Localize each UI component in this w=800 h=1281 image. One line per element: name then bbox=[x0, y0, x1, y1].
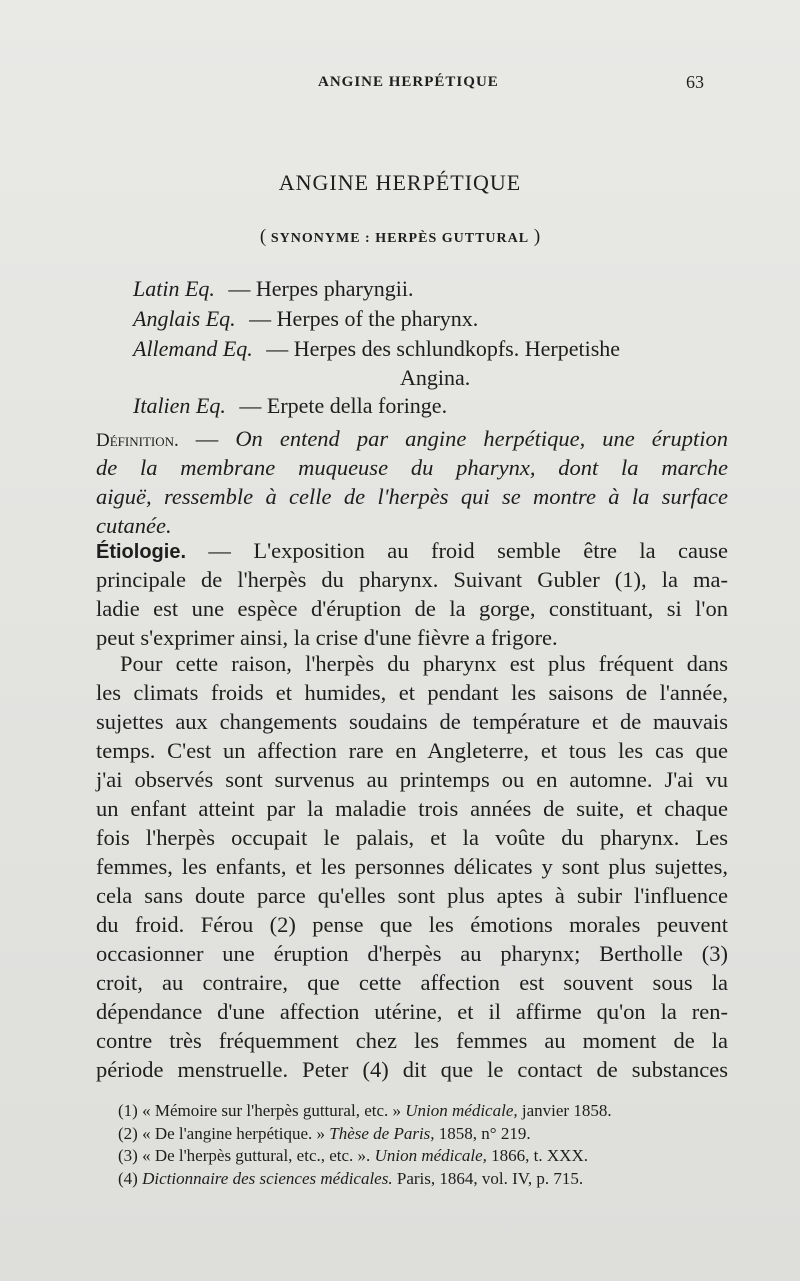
footnote-source: Thèse de Paris, bbox=[329, 1123, 435, 1143]
body-line: les climats froids et humides, et pendant les saisons de l'année, bbox=[96, 680, 728, 705]
footnote-number: (4) bbox=[118, 1168, 138, 1188]
footnote-number: (1) bbox=[118, 1101, 138, 1120]
etiology-line bbox=[96, 536, 728, 565]
equivalent-german bbox=[133, 336, 620, 362]
equivalent-latin bbox=[133, 276, 414, 302]
body-line: croit, au contraire, que cette affection est souvent sous la bbox=[96, 970, 728, 995]
body-paragraph bbox=[96, 649, 728, 1084]
body-line: Pour cette raison, l'herpès du pharynx est plus fréquent dans bbox=[120, 651, 728, 676]
etiology-line: peut s'exprimer ainsi, la crise d'une fièvre a frigore. bbox=[96, 625, 558, 650]
body-line: j'ai observés sont survenus au printemps ou en automne. J'ai vu bbox=[96, 767, 728, 792]
etiology-paragraph bbox=[96, 536, 728, 652]
footnote-number: (3) bbox=[118, 1146, 138, 1165]
page-number: 63 bbox=[686, 72, 704, 92]
footnote-source: Dictionnaire des sciences médicales. bbox=[142, 1168, 393, 1188]
equivalent-text: — Herpes pharyngii. bbox=[228, 276, 414, 301]
equivalent-lang: Anglais Eq. bbox=[133, 306, 236, 331]
body-line: contre très fréquemment chez les femmes au moment de la bbox=[96, 1028, 728, 1053]
definition-line: aiguë, ressemble à celle de l'herpès qui se montre à la surface bbox=[96, 484, 728, 509]
footnote-4 bbox=[118, 1168, 612, 1191]
footnote-number: (2) bbox=[118, 1123, 138, 1143]
equivalent-text: — Herpes des schlundkopfs. Herpetishe bbox=[266, 336, 621, 361]
etiology-text: — L'exposition au froid semble être la cause bbox=[186, 538, 728, 563]
synonym-line bbox=[0, 226, 800, 248]
body-line: fois l'herpès occupait le palais, et la voûte du pharynx. Les bbox=[96, 825, 728, 850]
equivalent-text: — Erpete della foringe. bbox=[239, 393, 448, 418]
definition-dash: — bbox=[178, 426, 236, 451]
definition-line: cutanée. bbox=[96, 513, 172, 538]
equivalent-text: — Herpes of the pharynx. bbox=[249, 306, 479, 331]
body-line: sujettes aux changements soudains de température et de mauvais bbox=[96, 709, 728, 734]
running-title: ANGINE HERPÉTIQUE bbox=[318, 74, 499, 90]
footnotes bbox=[118, 1100, 612, 1190]
footnote-3 bbox=[118, 1145, 612, 1168]
etiology-line: principale de l'herpès du pharynx. Suivant Gubler (1), la ma- bbox=[96, 567, 728, 592]
footnote-text: « Mémoire sur l'herpès guttural, etc. » bbox=[142, 1101, 402, 1120]
etiology-label: Étiologie. bbox=[96, 541, 186, 563]
body-line: du froid. Férou (2) pense que les émotions morales peuvent bbox=[96, 912, 728, 937]
synonym-close-paren: ) bbox=[533, 226, 541, 247]
body-line: période menstruelle. Peter (4) dit que le contact de substances bbox=[96, 1057, 728, 1082]
footnote-text: « De l'angine herpétique. » bbox=[142, 1123, 325, 1143]
footnote-source: Union médicale, bbox=[405, 1101, 518, 1120]
synonym-label: SYNONYME : HERPÈS GUTTURAL bbox=[270, 231, 530, 246]
footnote-rest: 1866, t. XXX. bbox=[491, 1146, 588, 1165]
equivalent-lang: Allemand Eq. bbox=[133, 336, 253, 361]
body-line: cela sans doute parce qu'elles sont plus aptes à subir l'influence bbox=[96, 883, 728, 908]
footnote-text: « De l'herpès guttural, etc., etc. ». bbox=[142, 1146, 371, 1165]
footnote-rest: Paris, 1864, vol. IV, p. 715. bbox=[396, 1168, 584, 1188]
body-line: temps. C'est un affection rare en Angleterre, et tous les cas que bbox=[96, 738, 728, 763]
equivalent-lang: Italien Eq. bbox=[133, 393, 226, 418]
definition-line bbox=[96, 424, 728, 453]
equivalent-lang: Latin Eq. bbox=[133, 276, 215, 301]
synonym-open-paren: ( bbox=[259, 226, 267, 247]
chapter-title: ANGINE HERPÉTIQUE bbox=[278, 170, 522, 195]
footnote-rest: 1858, n° 219. bbox=[438, 1123, 531, 1143]
footnote-source: Union médicale, bbox=[374, 1146, 487, 1165]
body-line: occasionner une éruption d'herpès au pharynx; Bertholle (3) bbox=[96, 941, 728, 966]
definition-label: Définition. bbox=[96, 430, 179, 451]
definition-paragraph bbox=[96, 424, 728, 540]
equivalent-german-continuation: Angina. bbox=[400, 365, 471, 390]
equivalent-english bbox=[133, 306, 478, 332]
definition-text: On entend par angine herpétique, une éruption bbox=[235, 426, 729, 451]
body-line: dépendance d'une affection utérine, et il affirme qu'on la ren- bbox=[96, 999, 728, 1024]
footnote-rest: janvier 1858. bbox=[521, 1101, 612, 1120]
body-line: femmes, les enfants, et les personnes délicates y sont plus sujettes, bbox=[96, 854, 728, 879]
footnote-1 bbox=[118, 1100, 612, 1123]
definition-line: de la membrane muqueuse du pharynx, dont la marche bbox=[96, 455, 728, 480]
running-header bbox=[0, 74, 800, 98]
footnote-2 bbox=[118, 1123, 612, 1146]
equivalent-italian bbox=[133, 393, 447, 419]
etiology-line: ladie est une espèce d'éruption de la gorge, constituant, si l'on bbox=[96, 596, 728, 621]
body-line: un enfant atteint par la maladie trois années de suite, et chaque bbox=[96, 796, 728, 821]
